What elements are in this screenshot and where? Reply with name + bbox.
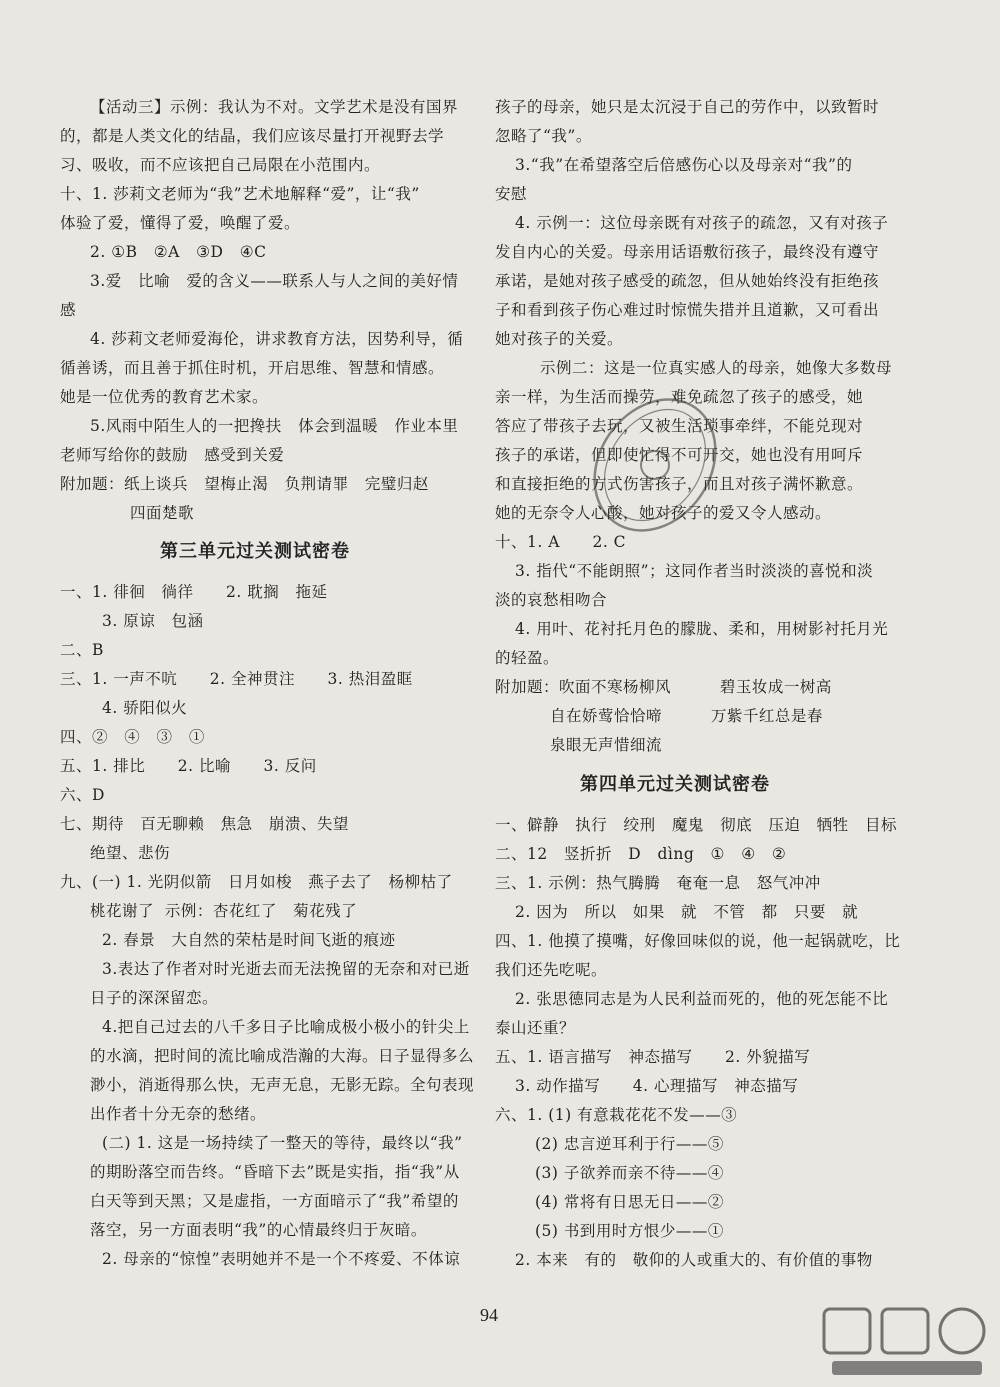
text-line: 附加题：纸上谈兵 望梅止渴 负荆请罪 完璧归赵 [60, 475, 429, 493]
text-line: (3) 子欲养而亲不待——④ [535, 1164, 724, 1182]
text-line: 2. 本来 有的 敬仰的人或重大的、有价值的事物 [515, 1251, 873, 1269]
text-line: 泉眼无声惜细流 [550, 736, 663, 754]
text-line: 渺小，消逝得那么快，无声无息，无影无踪。全句表现 [90, 1076, 475, 1094]
text-line: 3. 原谅 包涵 [102, 612, 204, 630]
text-line: 十、1. A 2. C [495, 533, 627, 551]
text-line: 五、1. 排比 2. 比喻 3. 反问 [60, 757, 317, 775]
text-line: 和直接拒绝的方式伤害孩子，而且对孩子满怀歉意。 [495, 475, 864, 493]
text-line: 她的无奈令人心酸，她对孩子的爱又令人感动。 [495, 504, 832, 522]
text-line: 安慰 [495, 185, 528, 203]
text-line: 的，都是人类文化的结晶，我们应该尽量打开视野去学 [60, 127, 445, 145]
text-line: 二、12 竖折折 D dìng ① ④ ② [495, 845, 787, 863]
text-line: 四面楚歌 [130, 504, 195, 522]
text-line: 二、B [60, 641, 104, 659]
text-line: 的水滴，把时间的流比喻成浩瀚的大海。日子显得多么 [90, 1047, 475, 1065]
text-line: 老师写给你的鼓励 感受到关爱 [60, 446, 285, 464]
text-line: 【活动三】示例：我认为不对。文学艺术是没有国界 [90, 98, 459, 116]
section-heading-unit4: 第四单元过关测试密卷 [580, 774, 770, 795]
text-line: 七、期待 百无聊赖 焦急 崩溃、失望 [60, 815, 349, 833]
text-line: 泰山还重？ [495, 1019, 576, 1037]
text-line: 示例二：这是一位真实感人的母亲，她像大多数母 [540, 359, 893, 377]
text-line: 3. 动作描写 4. 心理描写 神态描写 [515, 1077, 799, 1095]
text-line: (2) 忠言逆耳利于行——⑤ [535, 1135, 724, 1153]
text-line: 绝望、悲伤 [90, 844, 171, 862]
text-line: 亲一样，为生活而操劳，难免疏忽了孩子的感受，她 [495, 388, 864, 406]
text-line: 一、1. 徘徊 徜徉 2. 耽搁 拖延 [60, 583, 328, 601]
text-line: 4. 莎莉文老师爱海伦，讲求教育方法，因势利导，循 [90, 330, 464, 348]
text-line: 4. 骄阳似火 [102, 699, 188, 717]
text-line: 的轻盈。 [495, 649, 560, 667]
text-line: 日子的深深留恋。 [90, 989, 219, 1007]
page-number: 94 [480, 1305, 498, 1325]
text-line: 感 [60, 301, 77, 319]
text-line: 十、1. 莎莉文老师为“我”艺术地解释“爱”，让“我” [60, 185, 420, 203]
text-line: 的期盼落空而告终。“昏暗下去”既是实指，指“我”从 [90, 1163, 460, 1181]
stamp-watermark-icon [580, 390, 730, 540]
text-line: 六、D [60, 786, 105, 804]
text-line: 循善诱，而且善于抓住时机，开启思维、智慧和情感。 [60, 359, 445, 377]
text-line: (二) 1. 这是一场持续了一整天的等待，最终以“我” [102, 1134, 463, 1152]
text-line: 4. 用叶、花衬托月色的朦胧、柔和，用树影衬托月光 [515, 620, 889, 638]
site-logo-watermark [822, 1305, 992, 1381]
text-line: 体验了爱，懂得了爱，唤醒了爱。 [60, 214, 301, 232]
text-line: 承诺，是她对孩子感受的疏忽，但从她始终没有拒绝孩 [495, 272, 880, 290]
text-line: 桃花谢了 示例：杏花红了 菊花残了 [90, 902, 358, 920]
text-line: 5.风雨中陌生人的一把搀扶 体会到温暖 作业本里 [90, 417, 459, 435]
text-line: 发自内心的关爱。母亲用话语敷衍孩子，最终没有遵守 [495, 243, 880, 261]
section-heading-unit3: 第三单元过关测试密卷 [160, 541, 350, 562]
text-line: 4.把自己过去的八千多日子比喻成极小极小的针尖上 [102, 1018, 470, 1036]
text-line: 白天等到天黑；又是虚指，一方面暗示了“我”希望的 [90, 1192, 459, 1210]
text-line: 三、1. 示例：热气腾腾 奄奄一息 怒气冲冲 [495, 874, 821, 892]
text-line: (5) 书到用时方恨少——① [535, 1222, 724, 1240]
text-line: 孩子的承诺，但即使忙得不可开交，她也没有用呵斥 [495, 446, 864, 464]
text-line: (4) 常将有日思无日——② [535, 1193, 724, 1211]
text-line: 忽略了“我”。 [495, 127, 592, 145]
text-line: 3.“我”在希望落空后倍感伤心以及母亲对“我”的 [515, 156, 853, 174]
text-line: 我们还先吃呢。 [495, 961, 608, 979]
text-line: 答应了带孩子去玩，又被生活琐事牵绊，不能兑现对 [495, 417, 864, 435]
text-line: 习、吸收，而不应该把自己局限在小范围内。 [60, 156, 381, 174]
text-line: 五、1. 语言描写 神态描写 2. 外貌描写 [495, 1048, 811, 1066]
text-line: 2. 母亲的“惊惶”表明她并不是一个不疼爱、不体谅 [102, 1250, 461, 1268]
text-line: 三、1. 一声不吭 2. 全神贯注 3. 热泪盈眶 [60, 670, 413, 688]
text-line: 2. 张思德同志是为人民利益而死的，他的死怎能不比 [515, 990, 889, 1008]
text-line: 她是一位优秀的教育艺术家。 [60, 388, 269, 406]
text-line: 出作者十分无奈的愁绪。 [90, 1105, 267, 1123]
text-line: 4. 示例一：这位母亲既有对孩子的疏忽，又有对孩子 [515, 214, 889, 232]
text-line: 3. 指代“不能朗照”；这同作者当时淡淡的喜悦和淡 [515, 562, 874, 580]
text-line: 3.表达了作者对时光逝去而无法挽留的无奈和对已逝 [102, 960, 470, 978]
text-line: 2. ①B ②A ③D ④C [90, 243, 267, 261]
text-line: 3.爱 比喻 爱的含义——联系人与人之间的美好情 [90, 272, 459, 290]
text-line: 附加题：吹面不寒杨柳风 碧玉妆成一树高 [495, 678, 832, 696]
text-line: 子和看到孩子伤心难过时惊慌失措并且道歉，又可看出 [495, 301, 880, 319]
text-line: 孩子的母亲，她只是太沉浸于自己的劳作中，以致暂时 [495, 98, 880, 116]
text-line: 2. 春景 大自然的荣枯是时间飞逝的痕迹 [102, 931, 396, 949]
text-line: 四、1. 他摸了摸嘴，好像回味似的说，他一起锅就吃，比 [495, 932, 901, 950]
text-line: 六、1. (1) 有意栽花花不发——③ [495, 1106, 738, 1124]
text-line: 九、(一) 1. 光阴似箭 日月如梭 燕子去了 杨柳枯了 [60, 873, 453, 891]
text-line: 一、僻静 执行 绞刑 魔鬼 彻底 压迫 牺牲 目标 [495, 816, 897, 834]
text-line: 2. 因为 所以 如果 就 不管 都 只要 就 [515, 903, 859, 921]
text-line: 四、② ④ ③ ① [60, 728, 205, 746]
text-line: 她对孩子的关爱。 [495, 330, 624, 348]
text-line: 自在娇莺恰恰啼 万紫千红总是春 [550, 707, 823, 725]
text-line: 淡的哀愁相吻合 [495, 591, 608, 609]
text-line: 落空，另一方面表明“我”的心情最终归于灰暗。 [90, 1221, 427, 1239]
